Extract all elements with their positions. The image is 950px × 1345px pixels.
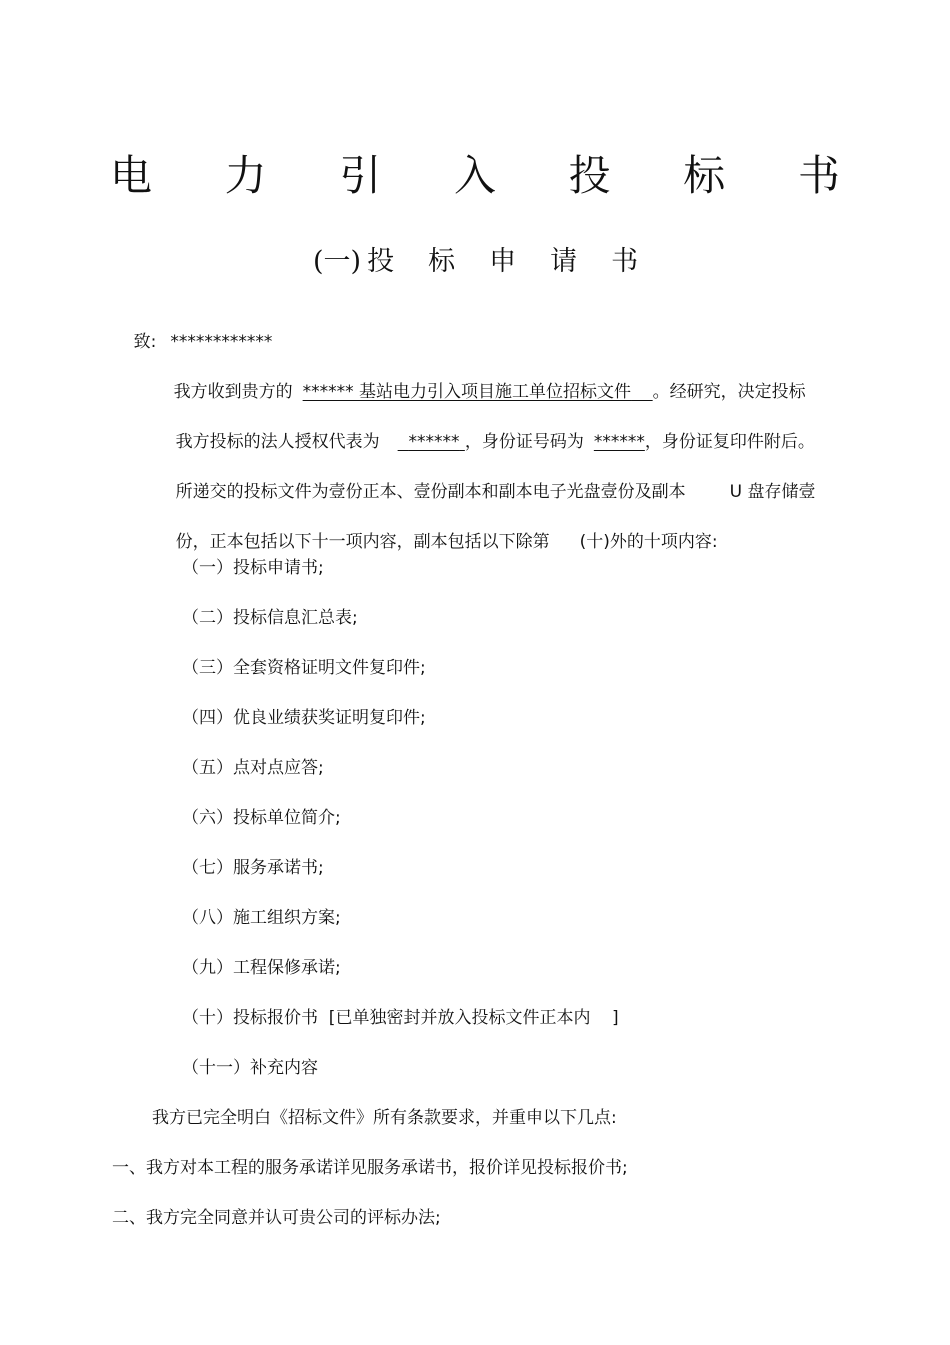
list-item: （二）投标信息汇总表; [182,608,358,628]
section-number: (一) [313,245,362,277]
list-item: （八）施工组织方案; [182,908,341,928]
paragraph-contents [154,506,718,552]
document-title [110,148,840,204]
numbered-point: 二、我方完全同意并认可贵公司的评标办法; [112,1208,441,1228]
paragraph-text: 。经研究，决定投标 [652,382,806,402]
paragraph-text: 所递交的投标文件为壹份正本、壹份副本和副本电子光盘壹份及副本 [175,482,686,502]
list-item: （四）优良业绩获奖证明复印件; [182,708,426,728]
heading-char: 投 [367,245,395,277]
paragraph-text: (十)外的十项内容: [579,532,718,552]
list-item: （十一）补充内容 [182,1058,318,1078]
declaration-text: 我方已完全明白《招标文件》所有条款要求，并重申以下几点: [152,1108,617,1128]
paragraph-text: U 盘存储壹 [729,482,816,502]
heading-char: 请 [550,245,578,277]
paragraph-representative [154,406,815,452]
heading-char: 书 [611,245,639,277]
list-item: （三）全套资格证明文件复印件; [182,658,426,678]
title-char: 标 [683,151,726,200]
heading-char: 申 [489,245,517,277]
title-char: 力 [224,151,267,200]
list-item: （五）点对点应答; [182,758,324,778]
paragraph-documents [154,456,816,502]
title-char: 入 [453,151,496,200]
list-item: （六）投标单位简介; [182,808,341,828]
list-item: （十）投标报价书 [已单独密封并放入投标文件正本内 ] [182,1008,619,1028]
id-number: ****** [593,432,645,452]
paragraph-receipt [152,356,806,402]
representative-name: ****** [408,432,460,452]
project-name: ****** 基站电力引入项目施工单位招标文件 [302,382,632,402]
paragraph-text: 份，正本包括以下十一项内容，副本包括以下除第 [175,532,550,552]
paragraph-text: ，身份证号码为 [464,432,584,452]
list-item: （七）服务承诺书; [182,858,324,878]
paragraph-text: 我方收到贵方的 [173,382,293,402]
addressee-value: ************ [170,332,273,352]
list-item: （一）投标申请书; [182,558,324,578]
title-char: 电 [110,151,153,200]
list-item: （九）工程保修承诺; [182,958,341,978]
numbered-point: 一、我方对本工程的服务承诺详见服务承诺书，报价详见投标报价书; [112,1158,628,1178]
title-char: 投 [568,151,611,200]
heading-char: 标 [428,245,456,277]
paragraph-text: ，身份证复印件附后。 [644,432,815,452]
addressee-label: 致: [133,332,157,352]
section-heading [313,238,672,278]
paragraph-text: 我方投标的法人授权代表为 [175,432,380,452]
title-char: 书 [797,151,840,200]
addressee-line [112,306,273,352]
title-char: 引 [339,151,382,200]
